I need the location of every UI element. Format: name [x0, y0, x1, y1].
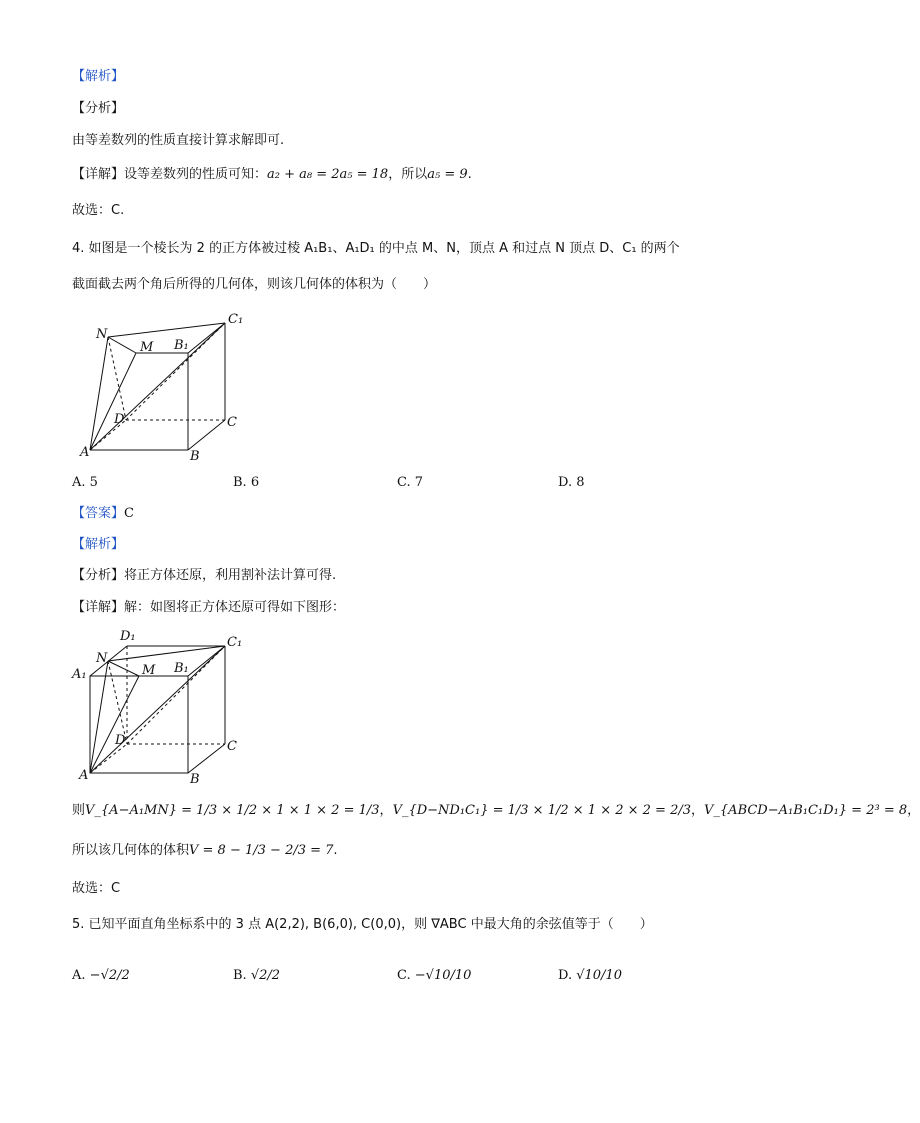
fig2-label-d: D — [115, 733, 126, 748]
fig2-label-c1: C₁ — [227, 635, 243, 650]
q4-stem-line2: 截面截去两个角后所得的几何体，则该几何体的体积为（ ） — [72, 277, 437, 292]
q4-option-a[interactable]: A. 5 — [72, 475, 98, 490]
fig1-label-n: N — [96, 327, 108, 342]
jiexi-tag-1: 【解析】 — [72, 69, 125, 84]
q4-volume-line: 所以该几何体的体积V = 8 − 1/3 − 2/3 = 7. — [72, 843, 338, 858]
q4-figure-solid — [78, 305, 258, 465]
fig1-label-c: C — [227, 415, 237, 430]
answer-line-1: 故选：C. — [72, 203, 125, 218]
fenxi-tag-1: 【分析】 — [72, 101, 125, 116]
fig1-label-b1: B₁ — [174, 338, 189, 353]
q4-figure-cube — [72, 626, 272, 786]
fig2-label-b1: B₁ — [174, 661, 189, 676]
q4-detail-line: 【详解】解：如图将正方体还原可得如下图形： — [72, 600, 346, 615]
fig1-label-c1: C₁ — [228, 312, 244, 327]
fig2-label-c: C — [227, 739, 237, 754]
fig1-label-m: M — [140, 340, 154, 355]
analysis-text-1: 由等差数列的性质直接计算求解即可. — [72, 133, 285, 148]
fig2-label-a1: A₁ — [72, 667, 87, 682]
q5-option-a[interactable]: A. −√2/2 — [72, 968, 130, 983]
q4-option-d[interactable]: D. 8 — [558, 475, 585, 490]
detail-line-1: 【详解】设等差数列的性质可知：a₂ + a₈ = 2a₅ = 18，所以a₅ = 9. — [72, 167, 472, 182]
q5-stem: 5. 已知平面直角坐标系中的 3 点 A(2,2), B(6,0), C(0,0)，则 ∇ABC 中最大角的余弦值等于（ ） — [72, 917, 653, 932]
q4-option-b[interactable]: B. 6 — [233, 475, 260, 490]
fig2-label-b: B — [190, 772, 200, 787]
fig2-label-n: N — [96, 651, 108, 666]
fig1-label-a: A — [80, 445, 90, 460]
fig2-label-a: A — [79, 768, 89, 783]
q4-calc-line: 则V_{A−A₁MN} = 1/3 × 1/2 × 1 × 1 × 2 = 1/3，V_{D−ND₁C₁} = 1/3 × 1/2 × 1 × 2 × 2 = 2/3，V_{ABCD−A₁B₁C₁D₁} = 2³ = 8， — [72, 803, 920, 818]
q5-option-b[interactable]: B. √2/2 — [233, 968, 281, 983]
fig1-label-b: B — [190, 449, 200, 464]
q4-final-line: 故选：C — [72, 881, 121, 896]
q4-stem-line1: 4. 如图是一个棱长为 2 的正方体被过棱 A₁B₁、A₁D₁ 的中点 M、N，顶点 A 和过点 N 顶点 D、C₁ 的两个 — [72, 241, 680, 256]
q5-option-d[interactable]: D. √10/10 — [558, 968, 622, 983]
q4-answer-line: 【答案】C — [72, 506, 134, 521]
q4-option-c[interactable]: C. 7 — [397, 475, 424, 490]
fig2-label-d1: D₁ — [120, 629, 136, 644]
q4-jiexi-tag: 【解析】 — [72, 537, 125, 552]
q5-option-c[interactable]: C. −√10/10 — [397, 968, 472, 983]
fig2-label-m: M — [142, 663, 156, 678]
q4-analysis-line: 【分析】将正方体还原，利用割补法计算可得. — [72, 568, 337, 583]
fig1-label-d: D — [114, 412, 125, 427]
